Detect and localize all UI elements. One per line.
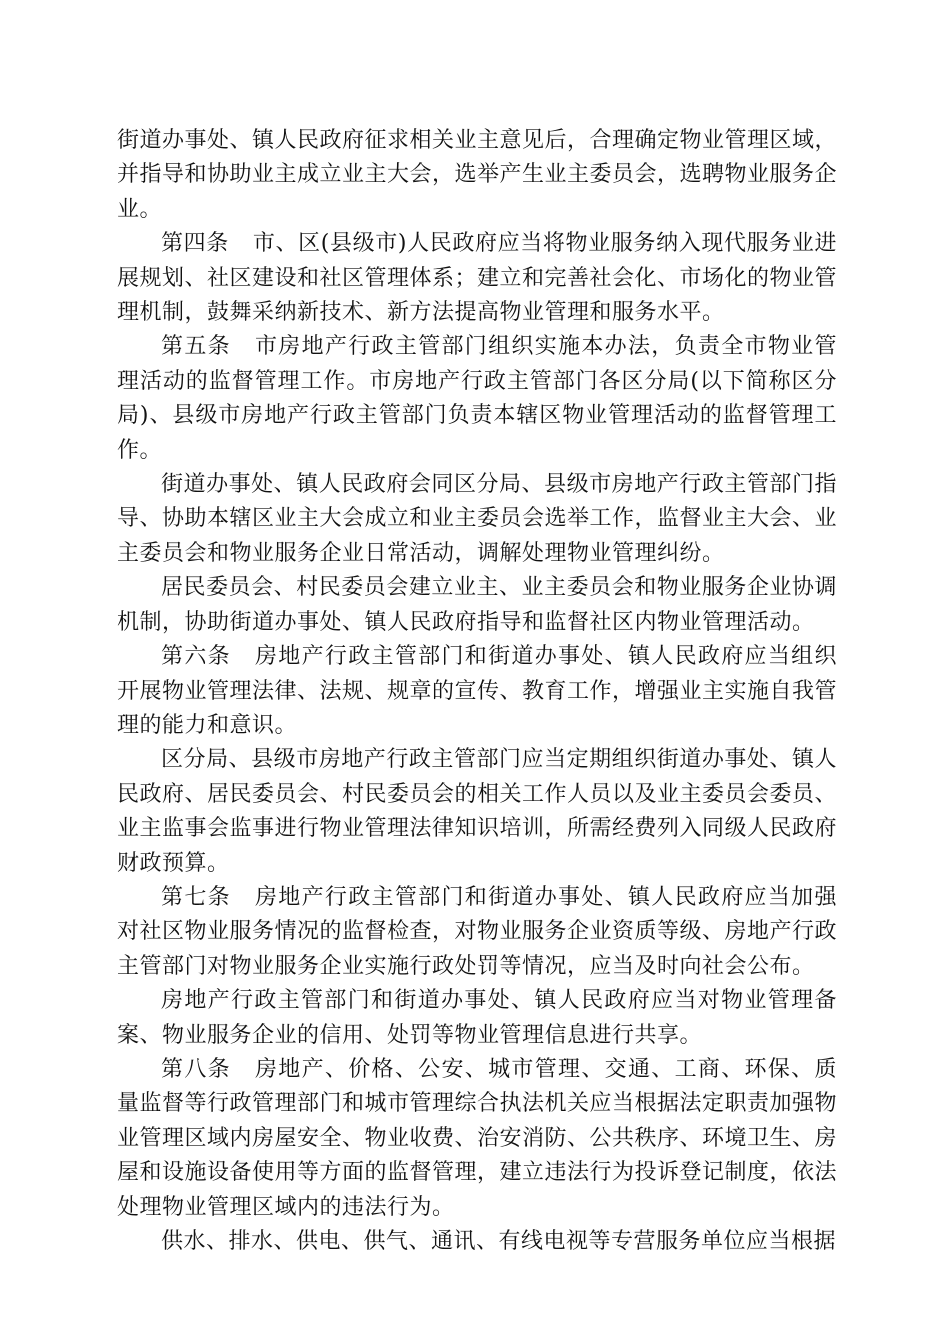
article-4-paragraph [117,227,837,330]
paragraph-text: 居民委员会、村民委员会建立业主、业主委员会和物业服务企业协调机制，协助街道办事处、镇人民政府指导和监督社区内物业管理活动。 [117,575,837,635]
paragraph-text: 区分局、县级市房地产行政主管部门应当定期组织街道办事处、镇人民政府、居民委员会、村民委员会的相关工作人员以及业主委员会委员、业主监事会监事进行物业管理法律知识培训，所需经费列入同级人民政府财政预算。 [117,747,838,876]
article-6-paragraph [117,640,837,743]
paragraph-text: 供水、排水、供电、供气、通讯、有线电视等专营服务单位应当根据 [161,1229,837,1254]
paragraph-text: 街道办事处、镇人民政府征求相关业主意见后，合理确定物业管理区域，并指导和协助业主成立业主大会，选举产生业主委员会，选聘物业服务企业。 [117,128,838,222]
paragraph-8 [117,984,837,1053]
paragraph-text: 房地产行政主管部门和街道办事处、镇人民政府应当对物业管理备案、物业服务企业的信用、处罚等物业管理信息进行共享。 [117,988,837,1048]
paragraph-text: 市房地产行政主管部门组织实施本办法，负责全市物业管理活动的监督管理工作。市房地产行政主管部门各区分局(以下简称区分局)、县级市房地产行政主管部门负责本辖区物业管理活动的监督管理工作。 [117,334,837,463]
paragraph-text: 房地产行政主管部门和街道办事处、镇人民政府应当组织开展物业管理法律、法规、规章的宣传、教育工作，增强业主实施自我管理的能力和意识。 [117,644,838,738]
article-8-paragraph [117,1053,837,1225]
paragraph-text: 房地产、价格、公安、城市管理、交通、工商、环保、质量监督等行政管理部门和城市管理综合执法机关应当根据法定职责加强物业管理区域内房屋安全、物业收费、治安消防、公共秩序、环境卫生、房屋和设施设备使用等方面的监督管理，建立违法行为投诉登记制度，依法处理物业管理区域内的违法行为。 [117,1056,838,1220]
article-number: 第七条 [161,884,231,910]
paragraph-3 [117,468,837,571]
paragraph-4 [117,571,837,640]
article-number: 第四条 [161,231,229,257]
paragraph-text: 房地产行政主管部门和街道办事处、镇人民政府应当加强对社区物业服务情况的监督检查，对物业服务企业资质等级、房地产行政主管部门对物业服务企业实施行政处罚等情况，应当及时向社会公布。 [117,884,838,979]
article-number: 第五条 [161,334,231,360]
article-number: 第八条 [161,1056,231,1082]
article-number: 第六条 [161,644,231,670]
paragraph-text: 街道办事处、镇人民政府会同区分局、县级市房地产行政主管部门指导、协助本辖区业主大会成立和业主委员会选举工作，监督业主大会、业主委员会和物业服务企业日常活动，调解处理物业管理纠纷。 [117,472,838,566]
article-5-paragraph [117,330,837,468]
paragraph-10 [117,1225,837,1259]
document-page [117,124,837,1259]
paragraph-6 [117,743,837,881]
article-7-paragraph [117,881,837,984]
paragraph-text: 市、区(县级市)人民政府应当将物业服务纳入现代服务业进展规划、社区建设和社区管理体系；建立和完善社会化、市场化的物业管理机制，鼓舞采纳新技术、新方法提高物业管理和服务水平。 [117,231,838,326]
paragraph-0 [117,124,837,227]
